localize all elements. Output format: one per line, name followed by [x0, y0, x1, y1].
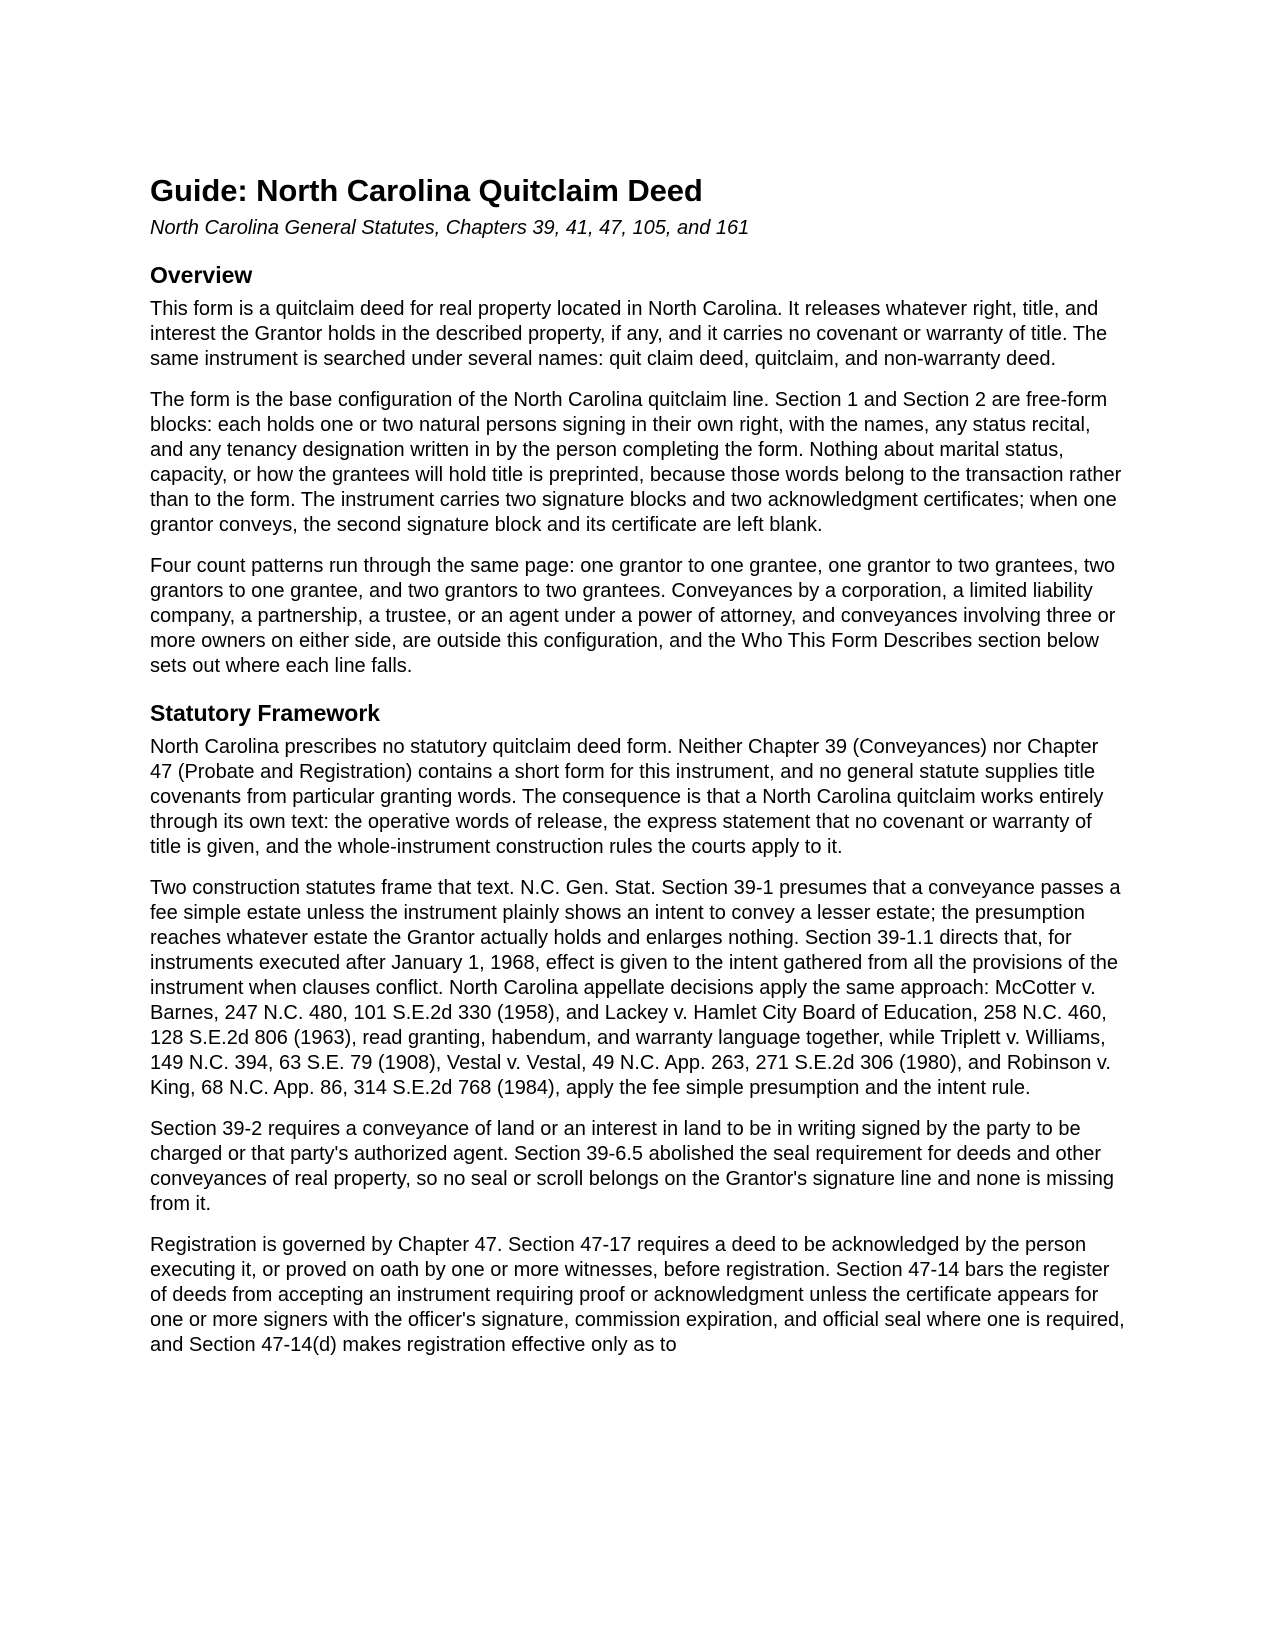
overview-paragraph-3: Four count patterns run through the same page: one grantor to one grantee, one grantor to two grantees, two grantors to one grantee, and two grantors to two grantees. Conveyances by a corporation, a limited liability company, a partnership, a trustee, or an agent under a power of attorney, and conveyances involving three or more owners on either side, are outside this configuration, and the Who This Form Describes section below sets out where each line falls. — [150, 555, 1116, 677]
overview-section — [150, 261, 1126, 679]
statutory-paragraph-3: Section 39-2 requires a conveyance of land or an interest in land to be in writing signed by the party to be charged or that party's authorized agent. Section 39-6.5 abolished the seal requirement for deeds and other conveyances of real property, so no seal or scroll belongs on the Grantor's signature line and none is missing from it. — [150, 1118, 1114, 1215]
overview-paragraph-1: This form is a quitclaim deed for real property located in North Carolina. It releases whatever right, title, and interest the Grantor holds in the described property, if any, and it carries no covenant or warranty of title. The same instrument is searched under several names: quit claim deed, quitclaim, and non-warranty deed. — [150, 298, 1108, 370]
document-title: Guide: North Carolina Quitclaim Deed — [150, 173, 703, 208]
statutory-framework-section — [150, 699, 1126, 1358]
statutory-paragraph-1: North Carolina prescribes no statutory quitclaim deed form. Neither Chapter 39 (Conveyances) nor Chapter 47 (Probate and Registration) contains a short form for this instrument, and no general statute supplies title covenants from particular granting words. The consequence is that a North Carolina quitclaim works entirely through its own text: the operative words of release, the express statement that no covenant or warranty of title is given, and the whole-instrument construction rules the courts apply to it. — [150, 736, 1104, 858]
statutory-paragraph-4: Registration is governed by Chapter 47. Section 47-17 requires a deed to be acknowledged by the person executing it, or proved on oath by one or more witnesses, before registration. Section 47-14 bars the register of deeds from accepting an instrument requiring proof or acknowledgment unless the certificate appears for one or more signers with the officer's signature, commission expiration, and official seal where one is required, and Section 47-14(d) makes registration effective only as to — [150, 1234, 1125, 1356]
document-page — [150, 172, 1126, 1374]
overview-heading: Overview — [150, 262, 253, 288]
document-subtitle: North Carolina General Statutes, Chapters 39, 41, 47, 105, and 161 — [150, 217, 750, 239]
overview-paragraph-2: The form is the base configuration of the North Carolina quitclaim line. Section 1 and Section 2 are free-form blocks: each holds one or two natural persons signing in their own right, with the names, any status recital, and any tenancy designation written in by the person completing the form. Nothing about marital status, capacity, or how the grantees will hold title is preprinted, because those words belong to the transaction rather than to the form. The instrument carries two signature blocks and two acknowledgment certificates; when one grantor conveys, the second signature block and its certificate are left blank. — [150, 389, 1122, 536]
statutory-framework-heading: Statutory Framework — [150, 700, 381, 726]
statutory-paragraph-2: Two construction statutes frame that text. N.C. Gen. Stat. Section 39-1 presumes that a conveyance passes a fee simple estate unless the instrument plainly shows an intent to convey a lesser estate; the presumption reaches whatever estate the Grantor actually holds and enlarges nothing. Section 39-1.1 directs that, for instruments executed after January 1, 1968, effect is given to the intent gathered from all the provisions of the instrument when clauses conflict. North Carolina appellate decisions apply the same approach: McCotter v. Barnes, 247 N.C. 480, 101 S.E.2d 330 (1958), and Lackey v. Hamlet City Board of Education, 258 N.C. 460, 128 S.E.2d 806 (1963), read granting, habendum, and warranty language together, while Triplett v. Williams, 149 N.C. 394, 63 S.E. 79 (1908), Vestal v. Vestal, 49 N.C. App. 263, 271 S.E.2d 306 (1980), and Robinson v. King, 68 N.C. App. 86, 314 S.E.2d 768 (1984), apply the fee simple presumption and the intent rule. — [150, 877, 1121, 1099]
